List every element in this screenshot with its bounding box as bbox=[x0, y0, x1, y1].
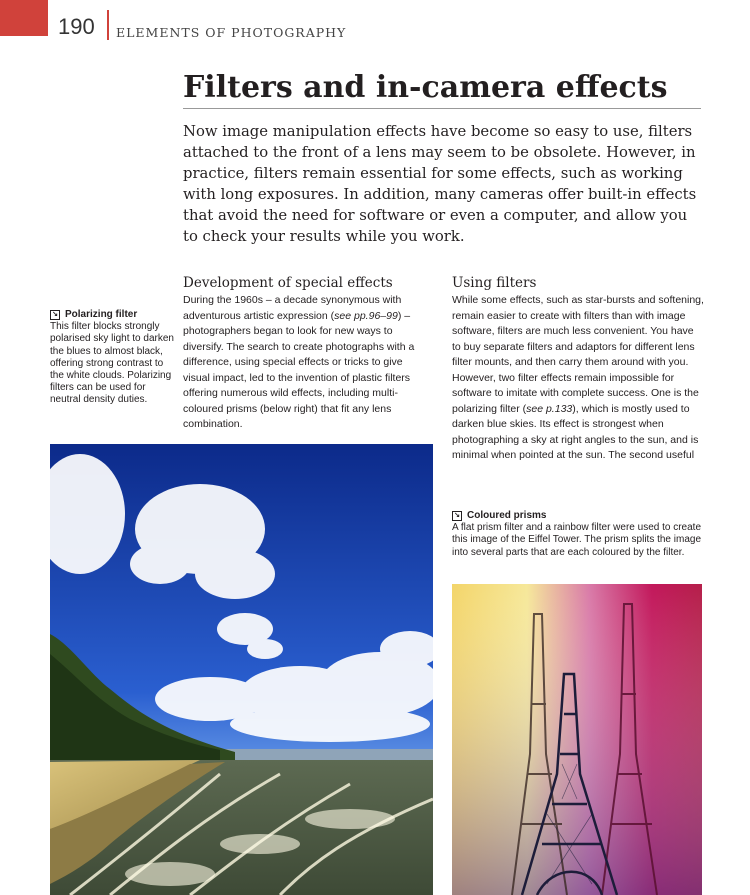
polarizing-caption-text: This filter blocks strongly polarised sky light to darken the blues to almost black, offering strong contrast to the white clouds. Polarizing filters can be used for neutral density duties. bbox=[50, 321, 174, 406]
using-filters-text bbox=[452, 293, 704, 464]
polarizing-caption-title: Polarizing filter bbox=[65, 309, 138, 320]
section-title: ELEMENTS OF PHOTOGRAPHY bbox=[116, 25, 347, 40]
prisms-caption-text: A flat prism filter and a rainbow filter were used to create this image of the Eiffel Tower. The prism splits the image into several parts that are each coloured by the filter. bbox=[452, 522, 702, 558]
using-filters-ref: see p.133 bbox=[526, 402, 573, 415]
prisms-caption bbox=[452, 510, 702, 559]
header-accent-tab bbox=[0, 0, 48, 36]
page-title: Filters and in-camera effects bbox=[183, 70, 668, 105]
prism-photo-illustration bbox=[452, 584, 702, 895]
prism-photo bbox=[452, 584, 702, 895]
checkbox-arrow-icon: ↘ bbox=[50, 310, 60, 320]
beach-photo-illustration bbox=[50, 444, 433, 895]
beach-photo bbox=[50, 444, 433, 895]
using-filters-column bbox=[452, 275, 704, 464]
development-text-b: ) – photographers began to look for new ways to diversify. The search to create photographs with a difference, using special effects or tricks to give visual impact, led to the invention of plastic filters offering numerous wild effects, including multi-coloured prisms (below right) that fit any lens combination. bbox=[183, 309, 415, 430]
development-heading: Development of special effects bbox=[183, 275, 393, 291]
development-text-a: During the 1960s – a decade synonymous with adventurous artistic expression ( bbox=[183, 294, 402, 322]
development-text bbox=[183, 293, 423, 433]
polarizing-caption-heading bbox=[50, 309, 175, 321]
using-filters-text-a: While some effects, such as star-bursts and softening, remain easier to create with filters than with image software, filters are much less convenient. You have to buy separate filters and adaptors for different lens filter mounts, and then carry them around with you. However, two filter effects remain impossible for software to imitate with complete success. One is the polarizing filter ( bbox=[452, 294, 704, 415]
prisms-caption-title: Coloured prisms bbox=[467, 510, 547, 521]
development-column bbox=[183, 275, 423, 433]
header-divider bbox=[107, 10, 109, 40]
intro-paragraph: Now image manipulation effects have become so easy to use, filters attached to the front of a lens may seem to be obsolete. However, in practice, filters remain essential for some effects, such as working with long exposures. In addition, many cameras offer built-in effects that avoid the need for software or even a computer, and allow you to check your results while you work. bbox=[183, 123, 697, 245]
using-filters-heading: Using filters bbox=[452, 275, 537, 291]
title-rule bbox=[183, 108, 701, 109]
prisms-caption-heading bbox=[452, 510, 702, 522]
polarizing-caption bbox=[50, 309, 175, 407]
using-filters-text-b: ), which is mostly used to darken blue skies. Its effect is strongest when photographing a sky at right angles to the sun, and is minimal when pointed at the sun. The second useful bbox=[452, 402, 699, 461]
checkbox-arrow-icon: ↘ bbox=[452, 511, 462, 521]
development-ref: see pp.96–99 bbox=[334, 309, 398, 322]
page-number: 190 bbox=[58, 14, 95, 39]
